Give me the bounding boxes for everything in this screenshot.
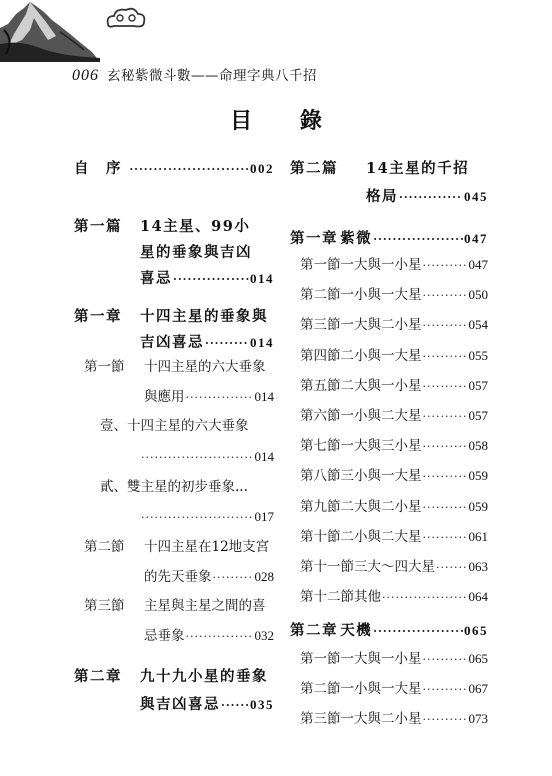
toc-entry-yi-line2: ····· 014 xyxy=(140,446,274,468)
toc-entry-yi[interactable]: 壹、十四主星的六大垂象 xyxy=(100,418,249,434)
running-head xyxy=(72,64,317,85)
toc-section-row[interactable]: 第五節 二大與一小星 ····· 057 xyxy=(300,375,488,397)
toc-section-row[interactable]: 第二節 一小與一大星 ····· 050 xyxy=(300,284,488,306)
toc-section-row[interactable]: 第一節 一大與一小星 ····· 065 xyxy=(300,648,488,670)
cloud-ornament-icon xyxy=(104,6,148,30)
toc-entry-preface[interactable]: 自 序 ····· 002 xyxy=(74,158,274,180)
toc-section-row[interactable]: 第四節 二小與一大星 ····· 055 xyxy=(300,345,488,367)
toc-entry-chapter1-line2: 吉凶喜忌 ····· 014 xyxy=(140,332,274,354)
book-title: 玄秘紫微斗數——命理字典八千招 xyxy=(107,68,317,84)
toc-entry-section1-line2: 與應用 ····· 014 xyxy=(144,386,274,408)
toc-entry-r-chapter2[interactable]: 第二章 天機 ····· 065 xyxy=(290,620,488,642)
toc-entry-er-line2: ····· 017 xyxy=(140,506,274,528)
toc-entry-section2-line2: 的先天垂象 ····· 028 xyxy=(144,566,274,588)
toc-section-row[interactable]: 第三節 一大與二小星 ····· 073 xyxy=(300,708,488,730)
toc-entry-er[interactable]: 貳、雙主星的初步垂象... xyxy=(100,479,248,495)
toc-entry-section1[interactable]: 第一節 十四主星的六大垂象 xyxy=(84,359,266,375)
toc-section-row[interactable]: 第一節 一大與一小星 ····· 047 xyxy=(300,254,488,276)
page-header xyxy=(0,0,552,90)
toc-entry-part1[interactable]: 第一篇 14主星、99小 xyxy=(74,218,251,235)
page-number: 006 xyxy=(72,67,99,84)
toc-section-row[interactable]: 第二節 一小與一大星 ····· 067 xyxy=(300,678,488,700)
toc-entry-section2[interactable]: 第二節 十四主星在12地支宮 xyxy=(84,539,270,555)
page-title: 目 錄 xyxy=(230,108,342,134)
toc-entry-part1-line2: 星的垂象與吉凶 xyxy=(140,244,252,261)
toc-section-row[interactable]: 第九節 二大與二小星 ····· 059 xyxy=(300,496,488,518)
toc-entry-chapter2[interactable]: 第二章 九十九小星的垂象 xyxy=(74,668,268,685)
mountain-ink-painting xyxy=(0,0,100,62)
toc-section-row[interactable]: 第七節 一大與三小星 ····· 058 xyxy=(300,435,488,457)
toc-section-row[interactable]: 第三節 一大與二小星 ····· 054 xyxy=(300,314,488,336)
toc-entry-part1-line3: 喜忌 ····· 014 xyxy=(140,268,274,290)
toc-section-row[interactable]: 第十二節 其他 ····· 064 xyxy=(300,586,488,608)
toc-section-row[interactable]: 第十一節 三大～四大星 ····· 063 xyxy=(300,556,488,578)
toc-section-row[interactable]: 第六節 一小與二大星 ····· 057 xyxy=(300,405,488,427)
toc-entry-chapter2-line2: 與吉凶喜忌 ····· 035 xyxy=(140,694,274,716)
toc-entry-r-chapter1[interactable]: 第一章 紫微 ····· 047 xyxy=(290,228,488,250)
toc-entry-section3[interactable]: 第三節 主星與主星之間的喜 xyxy=(84,598,266,614)
toc-entry-part2-line2: 格局 ····· 045 xyxy=(366,186,488,208)
toc-entry-part2[interactable]: 第二篇 14主星的千招 xyxy=(290,160,470,177)
toc-entry-chapter1[interactable]: 第一章 十四主星的垂象與 xyxy=(74,308,268,325)
toc-section-row[interactable]: 第十節 二小與二大星 ····· 061 xyxy=(300,526,488,548)
toc-section-row[interactable]: 第八節 三小與一大星 ····· 059 xyxy=(300,465,488,487)
toc-entry-section3-line2: 忌垂象 ····· 032 xyxy=(144,625,274,647)
